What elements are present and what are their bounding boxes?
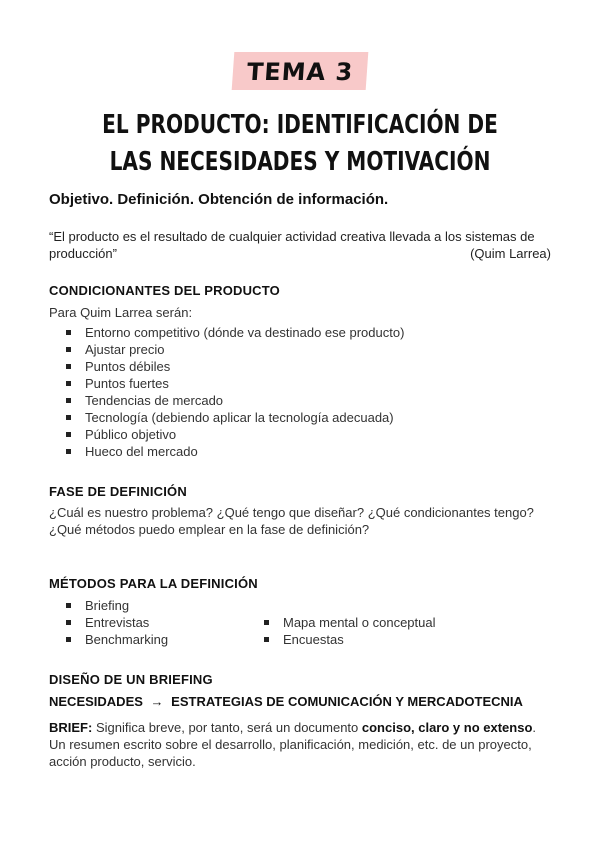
title-line-1: EL PRODUCTO: IDENTIFICACIÓN DE (102, 110, 498, 140)
condicionantes-heading: CONDICIONANTES DEL PRODUCTO (49, 283, 280, 298)
brief-bold: conciso, claro y no extenso (361, 720, 533, 735)
title-line-2: LAS NECESIDADES Y MOTIVACIÓN (109, 147, 491, 177)
list-item: Benchmarking (66, 631, 168, 648)
list-item: Ajustar precio (66, 341, 404, 358)
brief-text-1: Significa breve, por tanto, será un documento (92, 720, 362, 735)
list-item: Mapa mental o conceptual (264, 614, 435, 631)
metodos-heading: MÉTODOS PARA LA DEFINICIÓN (49, 576, 258, 591)
necesidades-line (49, 694, 523, 709)
estrategias-label: ESTRATEGIAS DE COMUNICACIÓN Y MERCADOTECNIA (171, 694, 523, 709)
fase-question-1: ¿Cuál es nuestro problema? ¿Qué tengo que diseñar? ¿Qué condicionantes tengo? (49, 505, 534, 520)
briefing-heading: DISEÑO DE UN BRIEFING (49, 672, 213, 687)
brief-paragraph (49, 719, 554, 770)
metodos-list-col1 (66, 597, 168, 648)
quote-author: (Quim Larrea) (470, 246, 551, 261)
quote-block (49, 228, 551, 262)
list-item: Puntos débiles (66, 358, 404, 375)
brief-text-2: . Un resumen escrito sobre el desarrollo, planificación, medición, etc. de un proyecto, acción producto, servicio. (49, 720, 537, 769)
topic-badge: TEMA 3 (232, 52, 369, 90)
list-item: Tecnología (debiendo aplicar la tecnología adecuada) (66, 409, 404, 426)
metodos-list-col2 (264, 614, 435, 648)
page-title (42, 107, 558, 181)
condicionantes-intro: Para Quim Larrea serán: (49, 305, 193, 320)
list-item: Puntos fuertes (66, 375, 404, 392)
list-item: Encuestas (264, 631, 435, 648)
quote-text: “El producto es el resultado de cualquier actividad creativa llevada a los sistemas de producción” (49, 229, 535, 261)
list-item: Hueco del mercado (66, 443, 404, 460)
fase-heading: FASE DE DEFINICIÓN (49, 484, 187, 499)
fase-text (49, 504, 551, 538)
fase-question-2: ¿Qué métodos puedo emplear en la fase de definición? (49, 522, 370, 537)
objective-heading: Objetivo. Definición. Obtención de información. (49, 191, 389, 208)
list-item: Público objetivo (66, 426, 404, 443)
necesidades-label: NECESIDADES (49, 694, 143, 709)
list-item: Tendencias de mercado (66, 392, 404, 409)
arrow-icon: → (150, 694, 164, 709)
brief-label: BRIEF: (49, 720, 93, 735)
list-item: Entorno competitivo (dónde va destinado ese producto) (66, 324, 404, 341)
list-item: Briefing (66, 597, 168, 614)
condicionantes-list (66, 324, 404, 460)
list-item: Entrevistas (66, 614, 168, 631)
